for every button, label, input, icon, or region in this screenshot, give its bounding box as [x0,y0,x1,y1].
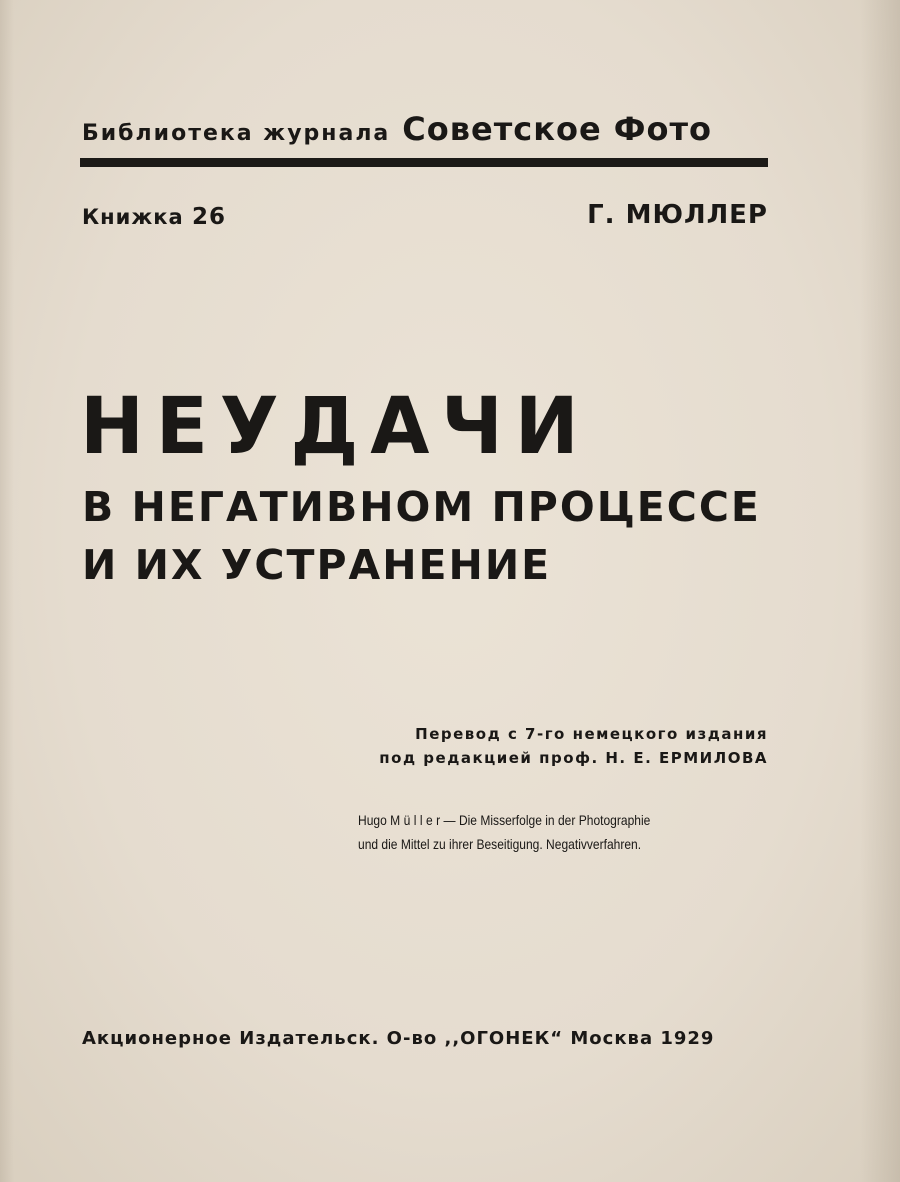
book-title-line-3: И ИХ УСТРАНЕНИЕ [82,541,552,589]
paper-left-edge [0,0,14,1182]
translation-line-1: Перевод с 7-го немецкого издания [415,725,768,743]
original-title-line-2: und die Mittel zu ihrer Beseitigung. Negativverfahren. [358,836,642,852]
author-name: Г. МЮЛЛЕР [587,200,768,230]
translation-line-2: под редакцией проф. Н. Е. ЕРМИЛОВА [379,749,768,767]
original-title [358,808,712,856]
publisher-line: Акционерное Издательск. О-во ,,ОГОНЕК“ Москва 1929 [82,1028,715,1049]
original-title-text-1: — Die Misserfolge in der Photographie [443,812,651,828]
original-author-first: Hugo [358,812,387,828]
translation-note [379,722,768,770]
series-title-part1: Библиотека журнала [82,121,391,146]
book-title-main: НЕУДАЧИ [80,382,591,472]
book-number [82,204,226,230]
original-title-line-1 [358,808,712,832]
paper-right-edge [860,0,900,1182]
book-title-line-2: В НЕГАТИВНОМ ПРОЦЕССЕ [82,483,761,531]
book-number-value: 26 [192,204,227,230]
original-author-last: Müller [390,812,444,828]
book-number-label: Книжка [82,205,184,229]
series-title [82,110,768,148]
header-rule [80,158,768,167]
series-title-part2: Советское Фото [402,110,713,148]
